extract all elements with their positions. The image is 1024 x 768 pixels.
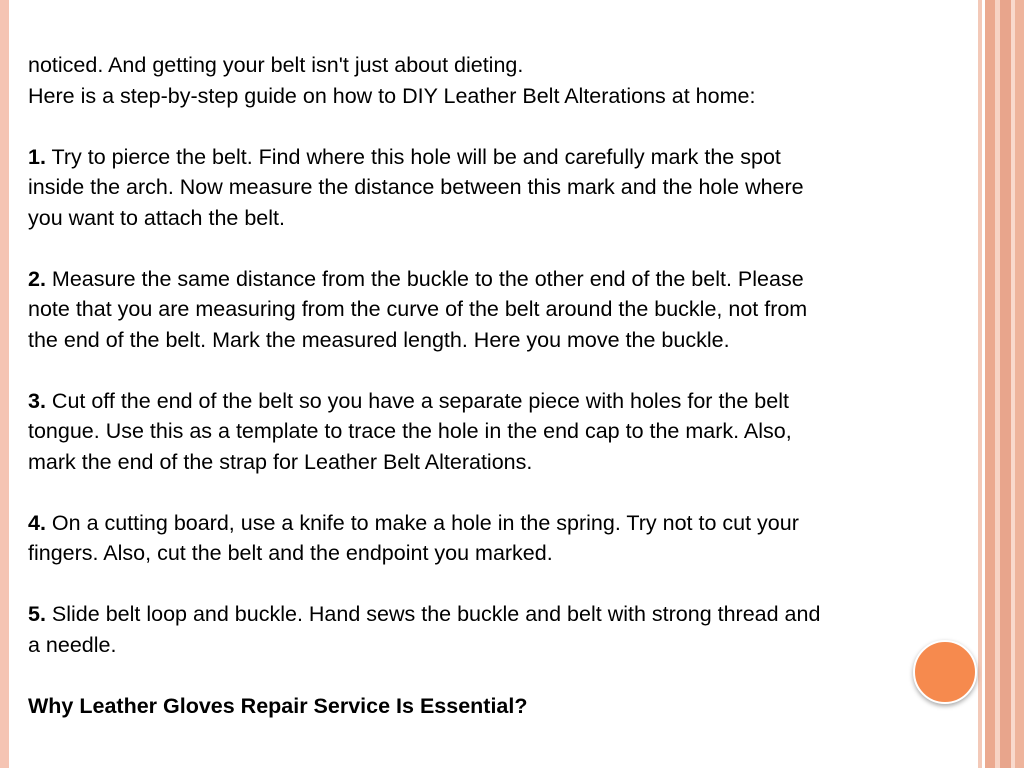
step-3 [28, 386, 978, 478]
step-number: 4. [28, 510, 46, 535]
spacer [28, 660, 978, 691]
right-decorative-stripes [978, 0, 1024, 768]
step-number: 2. [28, 266, 46, 291]
stripe-5 [1000, 0, 1011, 768]
orange-circle-decoration [913, 640, 977, 704]
step-text: Slide belt loop and buckle. Hand sews the buckle and belt with strong thread and [45, 602, 821, 626]
step-text: the end of the belt. Mark the measured length. Here you move the buckle. [28, 327, 730, 352]
spacer [28, 355, 978, 386]
spacer [28, 233, 978, 264]
step-text: you want to attach the belt. [28, 205, 285, 230]
step-number: 3. [28, 388, 46, 413]
spacer [28, 111, 978, 142]
step-text: mark the end of the strap for Leather Belt Alterations. [28, 449, 533, 474]
step-text: note that you are measuring from the curve of the belt around the buckle, not from [28, 297, 808, 321]
section-heading: Why Leather Gloves Repair Service Is Essential? [28, 693, 528, 718]
step-text: a needle. [28, 632, 117, 657]
step-number: 1. [28, 144, 46, 169]
intro-line-2: Here is a step-by-step guide on how to DIY Leather Belt Alterations at home: [28, 83, 756, 108]
step-1 [28, 142, 978, 234]
spacer [28, 569, 978, 600]
step-2 [28, 264, 978, 356]
step-number: 5. [28, 602, 46, 626]
step-4 [28, 508, 978, 569]
spacer [28, 477, 978, 508]
step-text: tongue. Use this as a template to trace the hole in the end cap to the mark. Also, [28, 419, 792, 443]
step-text: fingers. Also, cut the belt and the endpoint you marked. [28, 541, 553, 565]
step-5 [28, 599, 978, 660]
stripe-7 [1015, 0, 1024, 768]
step-text: Cut off the end of the belt so you have a separate piece with holes for the belt [45, 388, 789, 413]
stripe-3 [985, 0, 995, 768]
step-text: On a cutting board, use a knife to make a hole in the spring. Try not to cut your [45, 510, 799, 535]
step-text: inside the arch. Now measure the distance between this mark and the hole where [28, 175, 804, 199]
intro-line-1: noticed. And getting your belt isn't just about dieting. [28, 53, 524, 77]
step-text: Try to pierce the belt. Find where this hole will be and carefully mark the spot [45, 144, 781, 169]
document-body [28, 50, 978, 721]
step-text: Measure the same distance from the buckle to the other end of the belt. Please [45, 266, 804, 291]
left-decorative-border [0, 0, 9, 768]
